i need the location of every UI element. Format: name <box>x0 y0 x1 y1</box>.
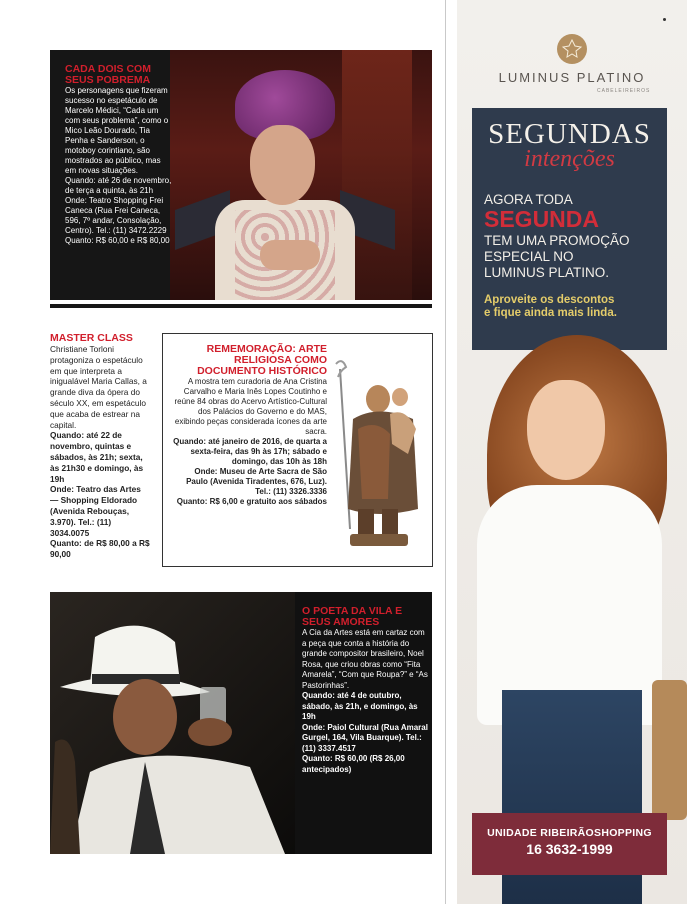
promo-headline-script: intenções <box>524 146 615 172</box>
promo-panel <box>472 108 667 350</box>
article-title: MASTER CLASS <box>50 332 133 344</box>
article-when: Quando: até 22 de novembro, quintas e sábados, às 21h; sexta, às 21h30 e domingo, às 19h <box>50 430 144 484</box>
article-price: Quanto: de R$ 80,00 a R$ 90,00 <box>50 538 150 560</box>
article-where: Onde: Teatro Shopping Frei Caneca (Rua Frei Caneca, 596, 7º andar, Consolação, Centro). Tel.: (11) 3472.2229 <box>65 196 167 235</box>
article-when: Quando: até 26 de novembro, de terça a quinta, às 21h <box>65 176 172 195</box>
saint-statue-image <box>328 359 428 554</box>
article-poeta-da-vila <box>50 592 432 854</box>
promo-line: AGORA TODA <box>484 192 573 207</box>
store-unit-name: UNIDADE RIBEIRÃOSHOPPING <box>487 827 652 839</box>
article-price: Quanto: R$ 60,00 e R$ 80,00 <box>65 236 170 245</box>
model-bag <box>652 680 687 820</box>
article-text <box>302 606 428 775</box>
article-where: Onde: Paiol Cultural (Rua Amaral Gurgel, 164, Vila Buarque). Tel.: (11) 3337.4517 <box>302 722 428 753</box>
page-gutter <box>445 0 446 904</box>
promo-line: ESPECIAL NO <box>484 249 574 264</box>
article-rememoracao <box>162 333 433 567</box>
promo-tagline-1: Aproveite os descontos <box>484 294 615 306</box>
article-cada-dois <box>50 50 432 300</box>
store-unit-box <box>472 813 667 875</box>
promo-line: LUMINUS PLATINO. <box>484 265 610 280</box>
actor-face <box>250 125 315 205</box>
article-where: Onde: Museu de Arte Sacra de São Paulo (Avenida Tiradentes, 676, Luz). Tel.: (11) 3326.3336 <box>186 467 327 496</box>
article-price: Quanto: R$ 6,00 e gratuito aos sábados <box>176 497 327 506</box>
article-divider <box>50 304 432 308</box>
promo-tagline <box>484 294 617 320</box>
promo-tagline-2: e fique ainda mais linda. <box>484 307 617 319</box>
article-body: A Cia da Artes está em cartaz com a peça que conta a história do grande compositor brasileiro, Noel Rosa, que criou obras como “Fita Amarela”, “Com que Roupa?” e “As Pastorinhas”. <box>302 628 428 690</box>
article-when: Quando: até janeiro de 2016, de quarta a sexta-feira, das 9h às 17h; sábado e domingo, das 10h às 18h <box>173 437 327 466</box>
promo-segunda: SEGUNDA <box>484 206 600 232</box>
article-title: O POETA DA VILA E SEUS AMORES <box>302 605 403 628</box>
model-shirt <box>477 485 662 725</box>
brand-subtitle: CABELEIREIROS <box>597 88 651 94</box>
store-phone: 16 3632-1999 <box>526 841 613 857</box>
page-dot <box>663 18 666 21</box>
article-price: Quanto: R$ 60,00 (R$ 26,00 antecipados) <box>302 754 405 774</box>
promo-headline: SEGUNDAS <box>488 118 651 150</box>
article-text <box>171 344 327 507</box>
actor-hands <box>260 240 320 270</box>
article-title: CADA DOIS COM SEUS POBREMA <box>65 63 151 86</box>
article-body: A mostra tem curadoria de Ana Cristina Carvalho e Maria Inês Lopes Coutinho e reúne 84 obras do Acervo Artístico-Cultural dos Palácios do Governo e do MAS, exibindo peças considerada ícones da arte sacra. <box>174 377 327 436</box>
promo-line: TEM UMA PROMOÇÃO <box>484 233 630 248</box>
article-when: Quando: até 4 de outubro, sábado, às 21h, e domingo, às 19h <box>302 691 418 721</box>
actor-illustration <box>50 592 295 854</box>
article-body: Os personagens que fizeram sucesso no espetáculo de Marcelo Médici, “Cada um com seus problema”, como o Mico Leão Dourado, Tia Penha e Sanderson, o motoboy corintiano, são mostrados ao público, mas em novas situações. <box>65 86 169 175</box>
article-master-class <box>50 333 150 560</box>
brand-name: LUMINUS PLATINO <box>498 70 646 85</box>
article-body: Christiane Torloni protagoniza o espetáculo em que interpreta a inigualável Maria Callas, a grande diva da ópera do século XX, em espetáculo que acaba de estrear na capital. <box>50 344 147 430</box>
article-where: Onde: Teatro das Artes — Shopping Eldorado (Avenida Rebouças, 3.970). Tel.: (11) 3034.0075 <box>50 484 141 538</box>
model-face <box>527 380 605 480</box>
advertisement <box>457 0 687 904</box>
article-text <box>65 64 173 246</box>
brand-logo-icon <box>557 34 587 64</box>
article-title: REMEMORAÇÃO: ARTE RELIGIOSA COMO DOCUMENTO HISTÓRICO <box>197 343 327 377</box>
